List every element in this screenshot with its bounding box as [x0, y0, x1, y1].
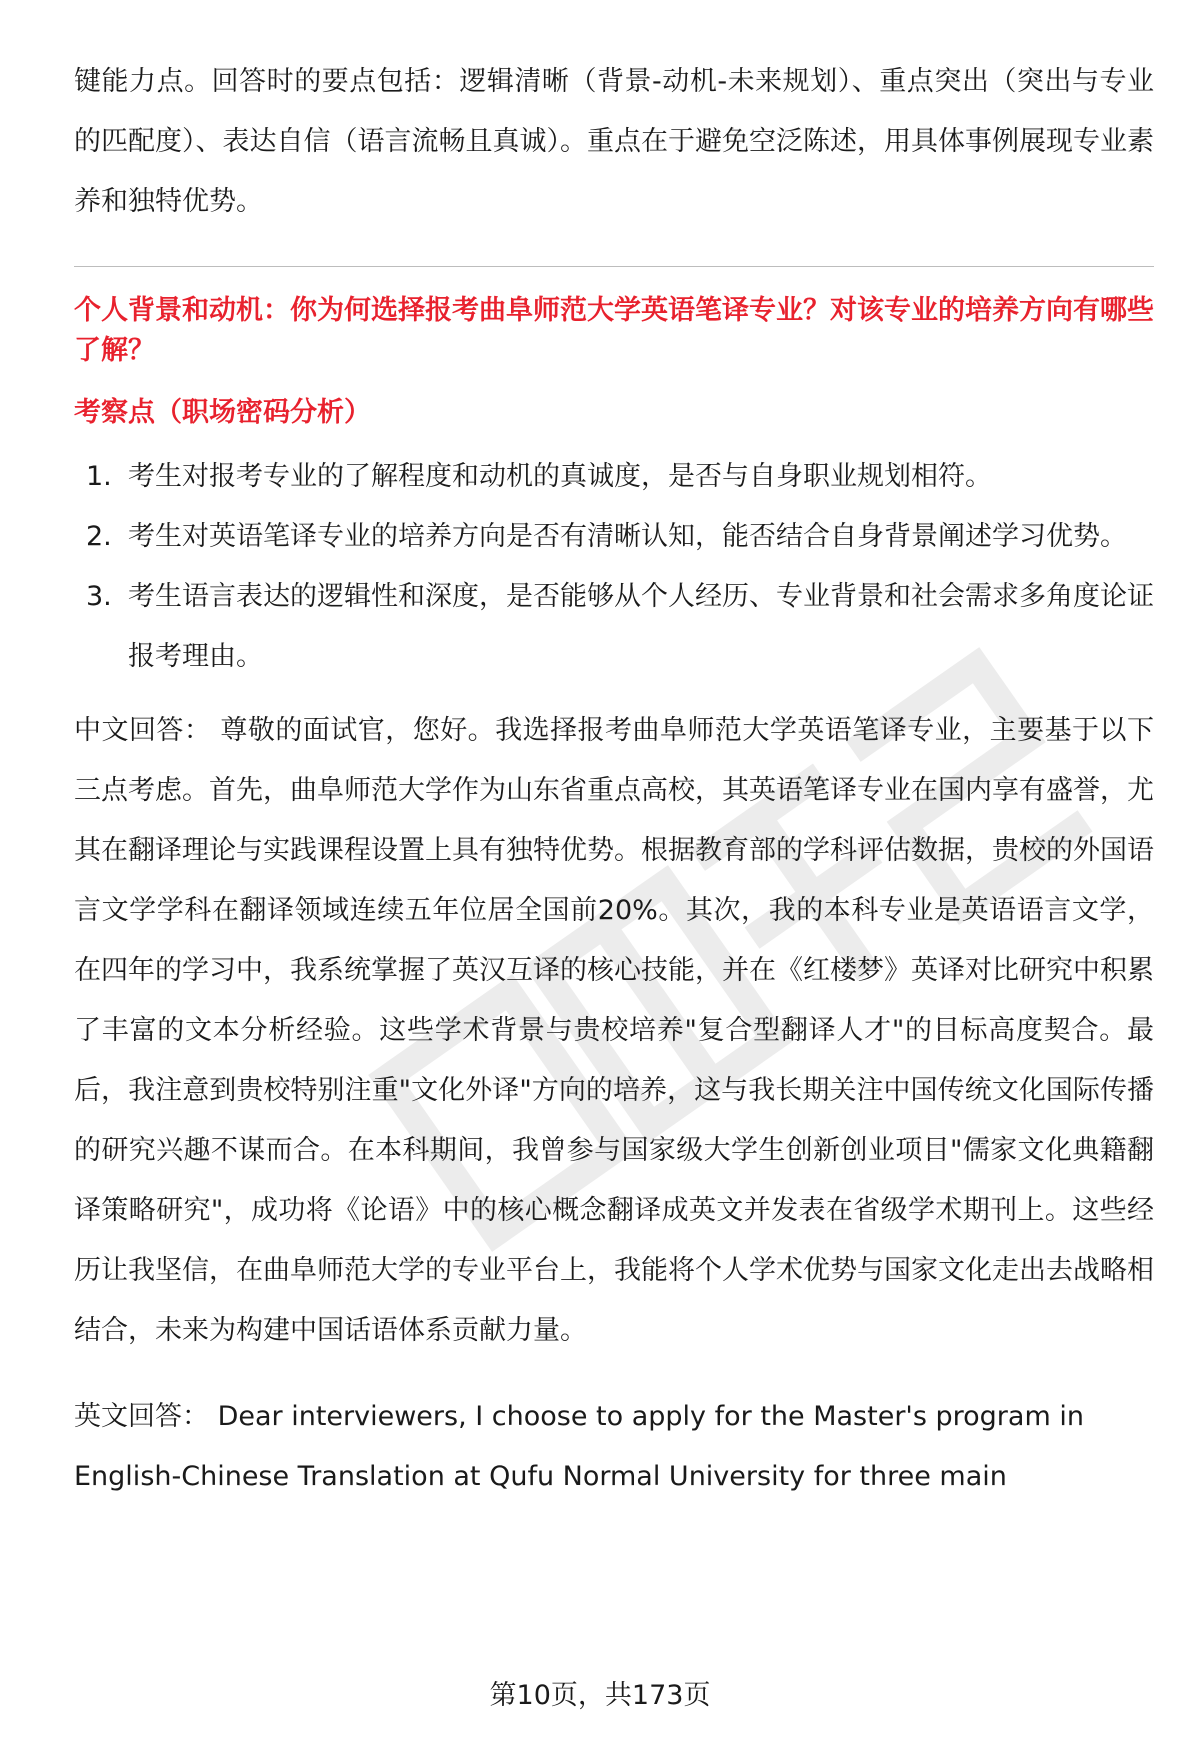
list-item-text: 考生语言表达的逻辑性和深度，是否能够从个人经历、专业背景和社会需求多角度论证报考理由。: [128, 581, 1154, 672]
list-item-text: 考生对英语笔译专业的培养方向是否有清晰认知，能否结合自身背景阐述学习优势。: [128, 521, 1127, 552]
intro-paragraph: 键能力点。回答时的要点包括：逻辑清晰（背景-动机-未来规划）、重点突出（突出与专业的匹配度）、表达自信（语言流畅且真诚）。重点在于避免空泛陈述，用具体事例展现专业素养和独特优势。: [74, 66, 1154, 217]
page-footer: 第10页，共173页: [489, 1680, 711, 1711]
list-item-text: 考生对报考专业的了解程度和动机的真诚度，是否与自身职业规划相符。: [128, 461, 992, 492]
list-item-number: 1.: [86, 461, 112, 492]
question-heading: 个人背景和动机：你为何选择报考曲阜师范大学英语笔译专业？对该专业的培养方向有哪些了解？: [74, 295, 1154, 366]
focus-heading: 考察点（职场密码分析）: [74, 397, 371, 428]
focus-list: [74, 447, 1154, 687]
document-page: [74, 52, 1154, 1507]
section-divider: [74, 266, 1154, 267]
list-item: [74, 507, 1154, 567]
list-item: [74, 447, 1154, 507]
list-item-number: 3.: [86, 581, 112, 612]
english-answer: 英文回答： Dear interviewers, I choose to apply for the Master's program in English-Chinese Translation at Qufu Normal University for three main: [74, 1401, 1084, 1492]
list-item-number: 2.: [86, 521, 112, 552]
list-item: [74, 567, 1154, 687]
chinese-answer: 中文回答： 尊敬的面试官，您好。我选择报考曲阜师范大学英语笔译专业，主要基于以下三点考虑。首先，曲阜师范大学作为山东省重点高校，其英语笔译专业在国内享有盛誉，尤其在翻译理论与实践课程设置上具有独特优势。根据教育部的学科评估数据，贵校的外国语言文学学科在翻译领域连续五年位居全国前20%。其次，我的本科专业是英语语言文学，在四年的学习中，我系统掌握了英汉互译的核心技能，并在《红楼梦》英译对比研究中积累了丰富的文本分析经验。这些学术背景与贵校培养"复合型翻译人才"的目标高度契合。最后，我注意到贵校特别注重"文化外译"方向的培养，这与我长期关注中国传统文化国际传播的研究兴趣不谋而合。在本科期间，我曾参与国家级大学生创新创业项目"儒家文化典籍翻译策略研究"，成功将《论语》中的核心概念翻译成英文并发表在省级学术期刊上。这些经历让我坚信，在曲阜师范大学的专业平台上，我能将个人学术优势与国家文化走出去战略相结合，未来为构建中国话语体系贡献力量。: [74, 715, 1154, 1346]
